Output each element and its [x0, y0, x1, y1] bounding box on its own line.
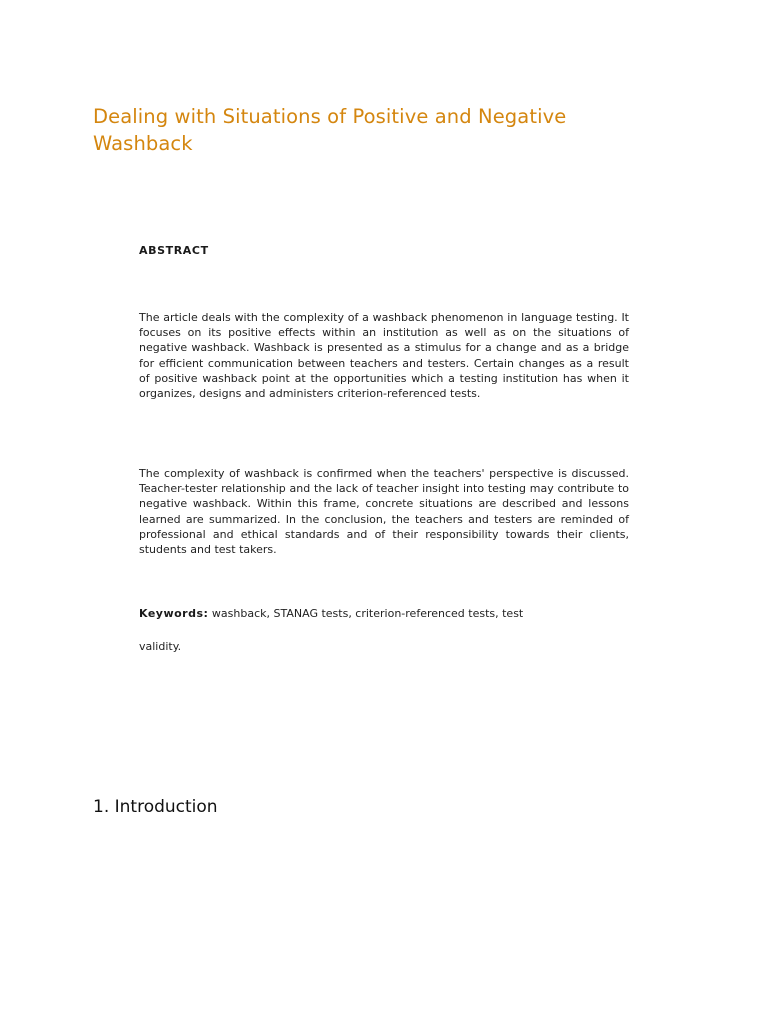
- keywords-label: Keywords:: [139, 607, 209, 620]
- abstract-paragraph-1: The article deals with the complexity of a washback phenomenon in language testing. It focuses on its positive effects within an institution as well as on the situations of negative washback. Washback is presented as a stimulus for a change and as a bridge for efficient communication between teachers and testers. Certain changes as a result of positive washback point at the opportunities which a testing institution has when it organizes, designs and administers criterion-referenced tests.: [139, 311, 629, 401]
- keywords-continued: validity.: [139, 640, 182, 653]
- keywords-text: washback, STANAG tests, criterion-referenced tests, test: [208, 607, 524, 620]
- keywords-line: [139, 607, 523, 620]
- document-title: Dealing with Situations of Positive and Negative Washback: [93, 105, 567, 155]
- abstract-paragraph-2: The complexity of washback is confirmed when the teachers' perspective is discussed. Teacher-tester relationship and the lack of teacher insight into testing may contribute to negative washback. Within this frame, concrete situations are described and lessons learned are summarized. In the conclusion, the teachers and testers are reminded of professional and ethical standards and of their responsibility towards their clients, students and test takers.: [139, 467, 629, 557]
- abstract-heading: ABSTRACT: [139, 244, 209, 257]
- section-heading-introduction: 1. Introduction: [93, 797, 218, 817]
